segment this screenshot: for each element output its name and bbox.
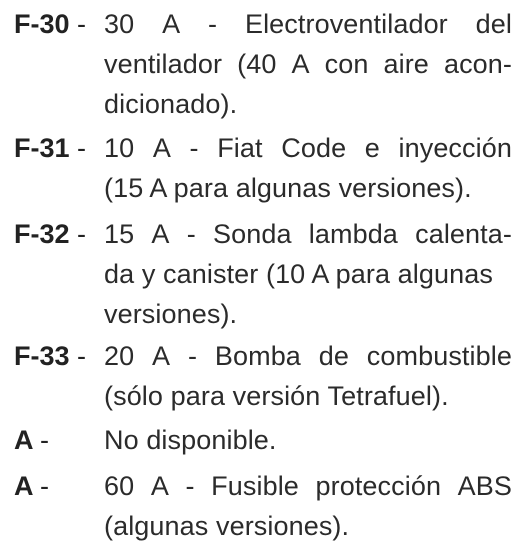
fuse-description-line: 20 A - Bomba de combustible	[104, 341, 512, 371]
fuse-description-line: 10 A - Fiat Code e inyección	[104, 133, 512, 163]
fuse-description-line: No disponible.	[104, 425, 277, 455]
fuse-code: F-33 -	[14, 341, 87, 371]
fuse-code: A -	[14, 471, 50, 501]
fuse-code: F-31 -	[14, 133, 87, 163]
fuse-code: F-30 -	[14, 9, 87, 39]
fuse-code: F-32 -	[14, 219, 87, 249]
fuse-description-line: (15 A para algunas versiones).	[104, 173, 472, 203]
fuse-description-line: 15 A - Sonda lambda calenta-	[104, 219, 512, 249]
fuse-description-line: (sólo para versión Tetrafuel).	[104, 381, 449, 411]
fuse-description-line: da y canister (10 A para algunas	[104, 259, 493, 289]
fuse-description-line: versiones).	[104, 299, 238, 329]
fuse-description-line: 30 A - Electroventilador del	[104, 9, 512, 39]
fuse-description-line: ventilador (40 A con aire acon-	[104, 49, 512, 79]
fuse-description-line: 60 A - Fusible protección ABS	[104, 471, 512, 501]
fuse-code: A -	[14, 425, 50, 455]
fuse-description-line: dicionado).	[104, 89, 238, 119]
fuse-description-line: (algunas versiones).	[104, 511, 350, 541]
